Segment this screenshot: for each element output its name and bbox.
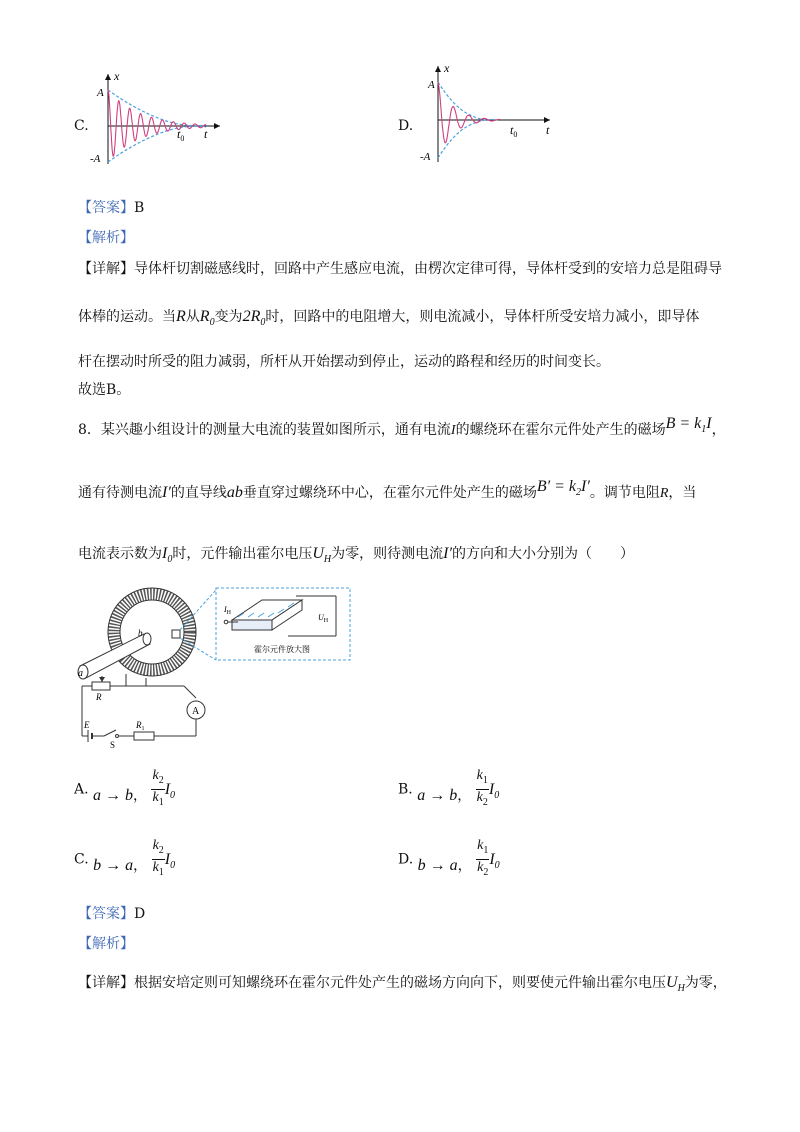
q7-analysis-tag: 【解析】: [78, 230, 134, 246]
figure-caption: 霍尔元件放大图: [254, 645, 310, 654]
fig-label-a: a: [78, 668, 83, 679]
q7-detail-line1: 【详解】导体杆切割磁感线时，回路中产生感应电流，由楞次定律可得，导体杆受到的安培力总是阻碍导: [78, 261, 722, 277]
svg-text:UH: $U_H$: [318, 613, 329, 624]
option-d-graph: [418, 62, 558, 168]
axis-x: x: [444, 62, 450, 75]
q8-stem-line2: 通有待测电流I′的直导线ab垂直穿过螺绕环中心，在霍尔元件处产生的磁场$B' = k_2I'$。调节电阻R，当: [78, 478, 697, 501]
q8-figure: [66, 586, 366, 750]
q8-option-b[interactable]: B. a → b， $\frac{k_1}{k_2}$ $I_0$: [398, 768, 500, 808]
q7-answer: 【答案】B: [78, 200, 145, 216]
svg-text:t0: $t_0$: [510, 123, 518, 139]
q7-detail-line3: 杆在摆动时所受的阻力减弱，所杆从开始摆动到停止，运动的路程和经历的时间变长。: [78, 354, 610, 370]
q8-answer: 【答案】D: [78, 906, 146, 922]
q7-conclusion: 故选B。: [78, 382, 131, 398]
amp-neg: -A: [420, 151, 431, 163]
q8-option-d[interactable]: D. b → a， $\frac{k_1}{k_2}$ $I_0$: [398, 838, 500, 878]
fig-label-E: E: [84, 720, 90, 730]
option-c-graph: [88, 68, 228, 168]
fig-label-R: R: [96, 692, 102, 702]
q8-detail-line1: 【详解】根据安培定则可知螺绕环在霍尔元件处产生的磁场方向向下，则要使元件输出霍尔电压$U_H$为零，: [78, 974, 727, 994]
amp-neg: -A: [90, 153, 101, 165]
q7-detail-line2: 体棒的运动。当R从$R_0$变为$2R_0$时，回路中的电阻增大，则电流减小，导体杆所受安培力减小，即导体: [78, 308, 700, 328]
q8-option-c[interactable]: C. b → a， $\frac{k_2}{k_1}$ $I_0$: [74, 838, 176, 878]
amp-pos: A: [97, 87, 104, 99]
q8-stem-line3: 电流表示数为$I_0$时，元件输出霍尔电压$U_H$为零，则待测电流I′的方向和大小分别为（ ）: [78, 545, 634, 565]
fig-label-b: b: [138, 628, 143, 638]
svg-text:t0: $t_0$: [177, 127, 185, 143]
q8-analysis-tag: 【解析】: [78, 936, 134, 952]
svg-text:IH: $I_H$: [224, 605, 232, 616]
option-c-label: C.: [74, 118, 89, 134]
amp-pos: A: [428, 79, 435, 91]
fig-label-S: S: [110, 740, 116, 750]
q8-option-a[interactable]: A. a → b， $\frac{k_2}{k_1}$ $I_0$: [74, 768, 176, 808]
axis-t: t: [204, 127, 208, 141]
axis-x: x: [114, 69, 120, 83]
option-d-label: D.: [398, 118, 414, 134]
q8-stem-line1: 8．某兴趣小组设计的测量大电流的装置如图所示，通有电流I的螺绕环在霍尔元件处产生的磁场$B = k_1I$，: [78, 415, 726, 438]
axis-t: t: [546, 123, 550, 137]
svg-text:R1: $R_1$: [136, 720, 145, 732]
fig-label-A: A: [192, 706, 200, 717]
